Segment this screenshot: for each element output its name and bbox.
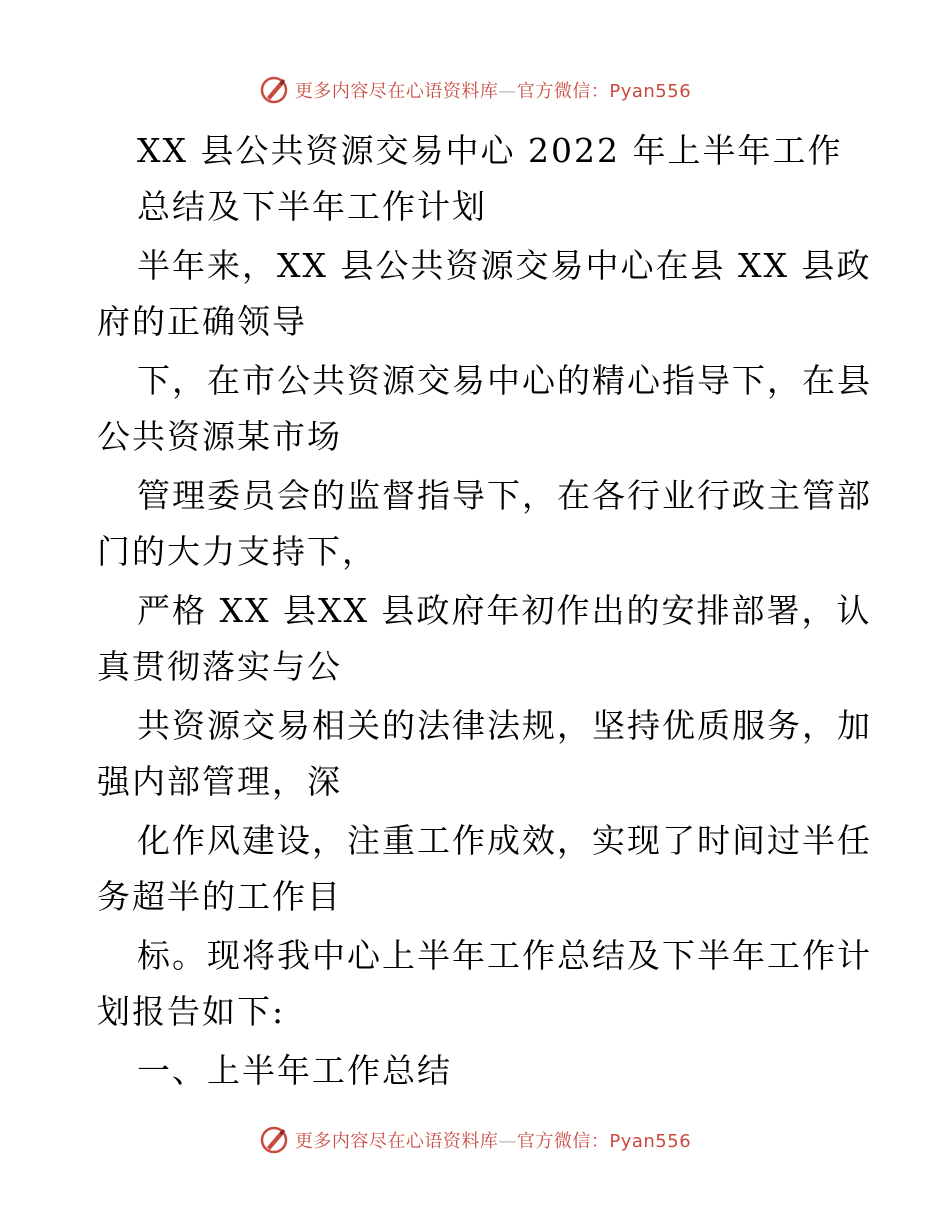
pen-logo-icon [259,75,289,105]
paragraph-line: 严格 XX 县XX 县政府年初作出的安排部署，认 [137,591,872,630]
paragraph-line: 真贯彻落实与公 [97,647,342,686]
paragraph-line: 门的大力支持下， [97,532,377,571]
paragraph-line: 半年来，XX 县公共资源交易中心在县 XX 县政 [137,246,872,285]
paragraph-line: 管理委员会的监督指导下，在各行业行政主管部 [137,476,872,515]
paragraph-line: 化作风建设，注重工作成效，实现了时间过半任 [137,821,872,860]
watermark-separator: — [498,1131,517,1152]
paragraph-line: 公共资源某市场 [97,417,342,456]
header-watermark [0,70,950,110]
watermark-text [295,77,691,103]
paragraph-line: 共资源交易相关的法律法规，坚持优质服务，加 [137,706,872,745]
paragraph-line: 务超半的工作目 [97,877,342,916]
title-line-2: 总结及下半年工作计划 [137,187,487,226]
paragraph-line: 强内部管理，深 [97,762,342,801]
paragraph-line: 标。现将我中心上半年工作总结及下半年工作计 [137,936,872,975]
title-line-1: XX 县公共资源交易中心 2022 年上半年工作 [137,131,843,170]
paragraph-line: 下，在市公共资源交易中心的精心指导下，在县 [137,361,872,400]
watermark-text [295,1127,691,1153]
pen-logo-icon [259,1125,289,1155]
watermark-main-text: 更多内容尽在心语资料库 [294,1131,499,1152]
watermark-separator: — [498,81,517,102]
watermark-wechat-text: 官方微信：Pyan556 [516,1131,692,1152]
section-heading: 一、上半年工作总结 [137,1051,452,1090]
watermark-wechat-text: 官方微信：Pyan556 [516,81,692,102]
footer-watermark [0,1120,950,1160]
watermark-main-text: 更多内容尽在心语资料库 [294,81,499,102]
paragraph-line: 府的正确领导 [97,302,307,341]
paragraph-line: 划报告如下: [97,992,286,1031]
